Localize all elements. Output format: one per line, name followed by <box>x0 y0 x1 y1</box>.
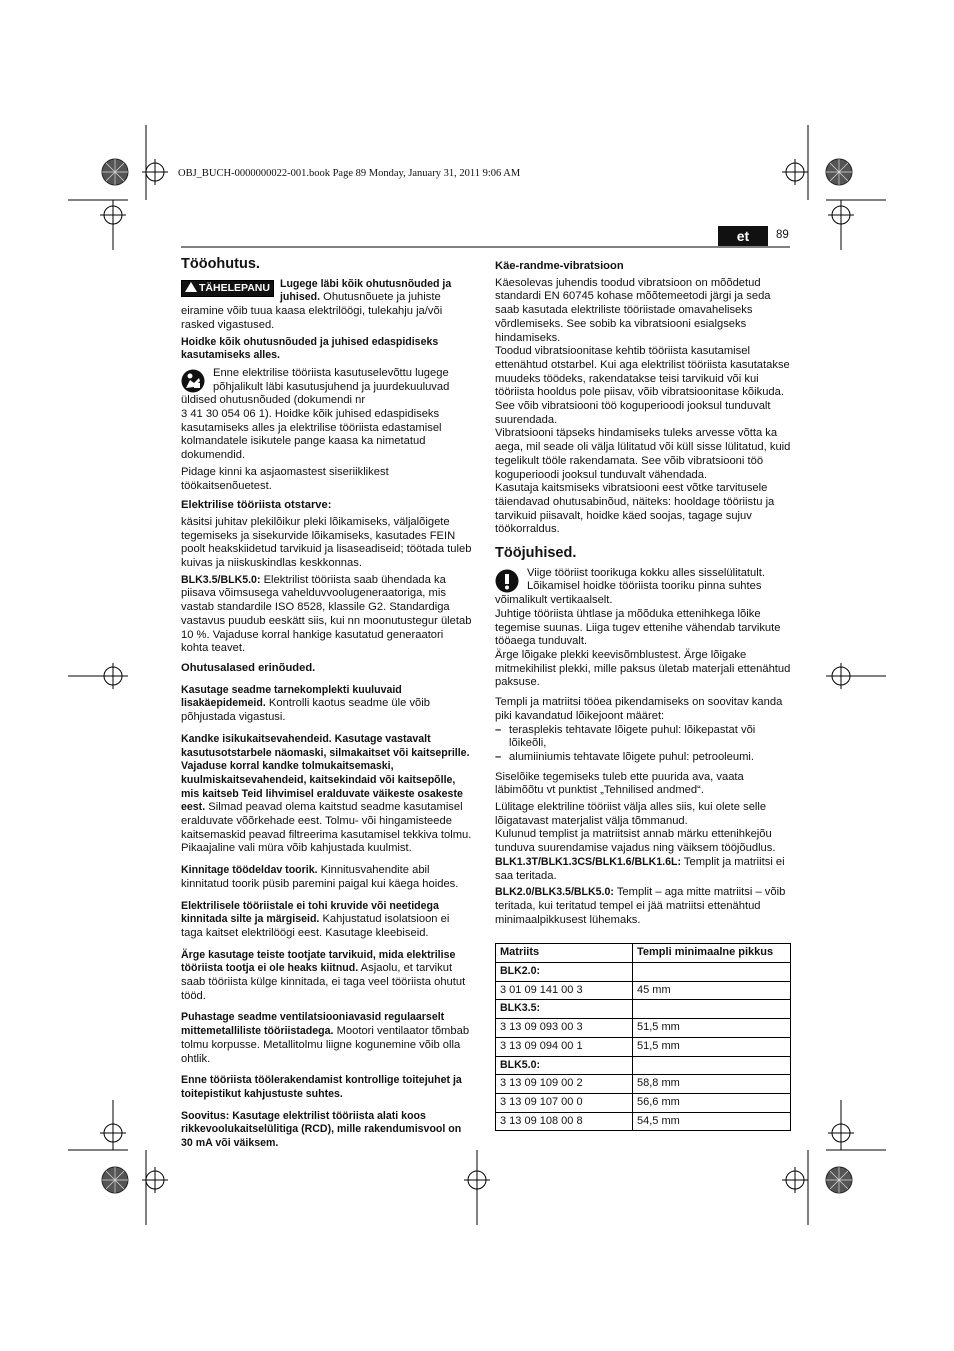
vibration-paragraph-4: Kasutaja kaitsmiseks vibratsiooni eest võtke tarvitusele täiendavad ohutusabinõud, näiteks: hooldage tööriistu ja tarvikuid piisavalt, hoidke käed soojas, tagage sujuv töökorraldus. <box>495 482 775 536</box>
language-tab: et <box>718 226 768 246</box>
section-title-work: Tööjuhised. <box>495 545 577 562</box>
work-notice-text: Viige tööriist toorikuga kokku alles sisselülitatult. Lõikamisel hoidke tööriista tooriku pinna suhtes võimalikult vertikaalselt. <box>495 566 765 607</box>
safety-paragraph-1: Kasutage seadme tarnekomplekti kuuluvaid lisakäepidemeid. Kontrolli kaotus seadme üle võib põhjustada vigastusi. <box>181 683 430 724</box>
vibration-paragraph-1: Käesolevas juhendis toodud vibratsioon on mõõdetud standardi EN 60745 kohase mõõtemeetodi järgi ja seda saab kasutada elektriliste tööriistade omavaheliseks võrdlemiseks. See sobib ka vibratsiooni esialgseks hindamiseks. <box>495 276 771 344</box>
table-header-cell: Templi minimaalne pikkus <box>633 944 791 963</box>
work-paragraph-2: Ärge lõigake plekki keevisõmblustest. Ärge lõigake mitmekihilist plekki, mille paksus ületab materjali ettenähtud paksuse. <box>495 648 791 689</box>
work-paragraph-5: Lülitage elektriline tööriist välja alles siis, kui olete selle lõigatavast materjalist välja tõmmanud. <box>495 801 767 827</box>
vibration-heading: Käe-randme-vibratsioon <box>495 260 624 272</box>
work-paragraph-3: Templi ja matriitsi tööea pikendamiseks on soovitav kanda piki kavandatud lõikejoont määret: <box>495 696 783 722</box>
purpose-text: käsitsi juhitav plekilõikur pleki lõikamiseks, väljalõigete tegemiseks ja sisekurvide lõikamiseks, kasutades FEIN poolt heakskiidetud tarvikuid ja lisaseadiseid; töötada tuleb kuivas ja niiskuskindlas keskkonnas. <box>181 515 472 570</box>
table-row <box>496 1000 791 1019</box>
die-punch-table <box>495 943 791 1131</box>
safety-paragraph-6: Puhastage seadme ventilatsiooniavasid regulaarselt mittemetalliliste tööriistadega. Mootori ventilaator tõmbab tolmu korpusse. Metallitolmu liigne kogunemine võib olla ohtlik. <box>181 1011 470 1065</box>
table-cell <box>633 1056 791 1075</box>
manual-text: Enne elektrilise tööriista kasutuselevõttu lugege põhjalikult läbi kasutusjuhend ja juurdekuuluvad üldised ohutusnõuded (dokumendi nr <box>181 366 450 407</box>
table-header-row <box>496 944 791 963</box>
national-rules-text: Pidage kinni ka asjaomastest siseriiklikest töökaitsenõuetest. <box>181 465 389 492</box>
safety-paragraph-4: Elektrilisele tööriistale ei tohi kruvide või neetidega kinnitada silte ja märgiseid. Kahjustatud isolatsioon ei taga kaitset elektrilöögi eest. Kasutage kleebiseid. <box>181 899 450 939</box>
table-row <box>496 963 791 982</box>
work-paragraph-7: BLK1.3T/BLK1.3CS/BLK1.6/BLK1.6L: Templit ja matriitsi ei saa teritada. <box>495 855 785 882</box>
table-cell: 3 13 09 093 00 3 <box>496 1019 633 1038</box>
work-paragraph-8: BLK2.0/BLK3.5/BLK5.0: Templit – aga mitte matriitsi – võib teritada, kui teritatud tempel ei jää matriitsi ettenähtud minimaalpikkusest lühemaks. <box>495 886 786 926</box>
table-cell: BLK2.0: <box>496 963 633 982</box>
warning-badge: TÄHELEPANU <box>181 280 274 298</box>
table-row <box>496 1037 791 1056</box>
work-paragraph-4: Siselõike tegemiseks tuleb ette puurida ava, vaata läbimõõtu vt punktist „Tehnilised andmed“. <box>495 770 744 797</box>
left-column <box>181 258 473 1154</box>
table-row <box>496 1112 791 1131</box>
read-manual-icon <box>181 369 205 393</box>
lubricant-list <box>495 724 791 765</box>
vibration-paragraph-2: Toodud vibratsioonitase kehtib tööriista kasutamisel ettenähtud otstarbel. Kui aga elektrilist tööriista kasutatakse muudeks töödeks, rakendatakse teisi tarvikuid või kui tööriista hooldus pole piisav, võib vibratsioonitase kõikuda. See võib vibratsiooni töö koguperioodi jooksul tunduvalt suurendada. <box>495 345 790 426</box>
section-title-safety: Tööohutus. <box>181 256 260 272</box>
vibration-paragraph-3: Vibratsiooni täpseks hindamiseks tuleks arvesse võtta ka aega, mil seade oli välja lülitatud või küll sisse lülitatud, kuid tegelikult tööle rakendamata. See võib vibratsiooni töö koguperioodi jooksul tunduvalt vähendada. <box>495 427 791 481</box>
safety-paragraph-5: Ärge kasutage teiste tootjate tarvikuid, mida elektrilise tööriista tootja ei ole heaks kiitnud. Asjaolu, et tarvikut saab tööriista külge kinnitada, ei taga veel tööriista ohutut tööd. <box>181 948 466 1002</box>
list-item: – alumiiniumis tehtavate lõigete puhul: petrooleumi. <box>495 751 791 765</box>
table-cell: 3 01 09 141 00 3 <box>496 981 633 1000</box>
list-item: – terasplekis tehtavate lõigete puhul: lõikepastat või lõikeõli, <box>495 724 791 751</box>
warning-bold-text: Lugege läbi kõik ohutusnõuded ja juhised. <box>279 277 452 304</box>
table-cell: 3 13 09 109 00 2 <box>496 1075 633 1094</box>
table-header-cell: Matriits <box>496 944 633 963</box>
table-cell: 56,6 mm <box>633 1093 791 1112</box>
table-cell: 54,5 mm <box>633 1112 791 1131</box>
table-row <box>496 1019 791 1038</box>
safety-paragraph-7: Enne tööriista töölerakendamist kontrollige toitejuhet ja toitepistikut kahjustuste suhtes. <box>181 1074 462 1100</box>
safety-paragraph-8: Soovitus: Kasutage elektrilist tööriista alati koos rikkevoolukaitselülitiga (RCD), mille rakendumisvool on 30 mA või väiksem. <box>181 1109 462 1150</box>
file-info-header: OBJ_BUCH-0000000022-001.book Page 89 Monday, January 31, 2011 9:06 AM <box>178 168 521 179</box>
table-cell: 45 mm <box>633 981 791 1000</box>
warning-block <box>181 278 473 333</box>
table-cell: 3 13 09 108 00 8 <box>496 1112 633 1131</box>
table-cell: 3 13 09 107 00 0 <box>496 1093 633 1112</box>
manual-text-continued: 3 41 30 054 06 1). Hoidke kõik juhised edaspidiseks kasutamiseks alles ja elektrilise tööriista edastamisel kolmandatele isikutele pange kaasa ka nimetatud dokumendid. <box>181 408 442 462</box>
warning-triangle-icon <box>185 282 197 292</box>
table-row <box>496 1056 791 1075</box>
work-paragraph-6: Kulunud templist ja matriitsist annab märku ettenihkejõu tunduva suurendamise vajadus ning väiksem tööjõudlus. <box>495 828 776 855</box>
table-cell: 58,8 mm <box>633 1075 791 1094</box>
safety-paragraph-2: Kandke isikukaitsevahendeid. Kasutage vastavalt kasutusotstarbele näomaski, silmakaitset või kaitseprille. Vajaduse korral kandke tolmukaitsemaski, kuulmiskaitsevahendeid, kaitsekindaid või kaitsepõlle, mis kaitseb Teid lihvimisel eralduvate väikeste osakeste eest. Silmad peavad olema kaitstud seadme kasutamisel eralduvate võõrkehade eest. Tolmu- või hingamisteede kaitsemaskid peavad filtreerima kasutamisel tekkiva tolmu. Pikaajaline vali müra võib kahjustada kuulmist. <box>181 732 472 855</box>
work-notice <box>495 567 791 608</box>
table-cell: 51,5 mm <box>633 1019 791 1038</box>
keep-instructions: Hoidke kõik ohutusnõuded ja juhised edaspidiseks kasutamiseks alles. <box>181 335 439 362</box>
work-paragraph-1: Juhtige tööriista ühtlase ja mõõduka ettenihkega lõike tegemise suunas. Liiga tugev ettenihe vähendab tarvikute tööaega tunduvalt. <box>495 607 781 648</box>
special-safety-heading: Ohutusalased erinõuded. <box>181 661 316 674</box>
purpose-heading: Elektrilise tööriista otstarve: <box>181 499 332 512</box>
table-row <box>496 981 791 1000</box>
warning-text: Ohutusnõuete ja juhiste eiramine võib tuua kaasa elektrilöögi, tulekahju ja/või rasked vigastused. <box>181 291 443 331</box>
table-cell: 51,5 mm <box>633 1037 791 1056</box>
table-row <box>496 1075 791 1094</box>
table-cell: BLK5.0: <box>496 1056 633 1075</box>
right-column <box>495 258 791 1131</box>
table-cell: BLK3.5: <box>496 1000 633 1019</box>
table-cell <box>633 963 791 982</box>
table-cell: 3 13 09 094 00 1 <box>496 1037 633 1056</box>
generator-paragraph: BLK3.5/BLK5.0: Elektrilist tööriista saab ühendada ka piisava võimsusega vahelduvvoolugeneraatoriga, mis vastab standardile ISO 8528, klassile G2. Standardiga vastavus puudub eeskätt siis, kui nn moonutustegur ületab 10 %. Vajaduse korral hankige kasutatud generaatori kohta teavet. <box>181 573 472 655</box>
table-cell <box>633 1000 791 1019</box>
mandatory-notice-icon <box>495 569 519 593</box>
safety-paragraph-3: Kinnitage töödeldav toorik. Kinnitusvahendite abil kinnitatud toorik püsib paremini paigal kui käega hoides. <box>181 864 459 890</box>
manual-notice <box>181 367 473 408</box>
table-row <box>496 1093 791 1112</box>
page-number: 89 <box>776 229 789 241</box>
